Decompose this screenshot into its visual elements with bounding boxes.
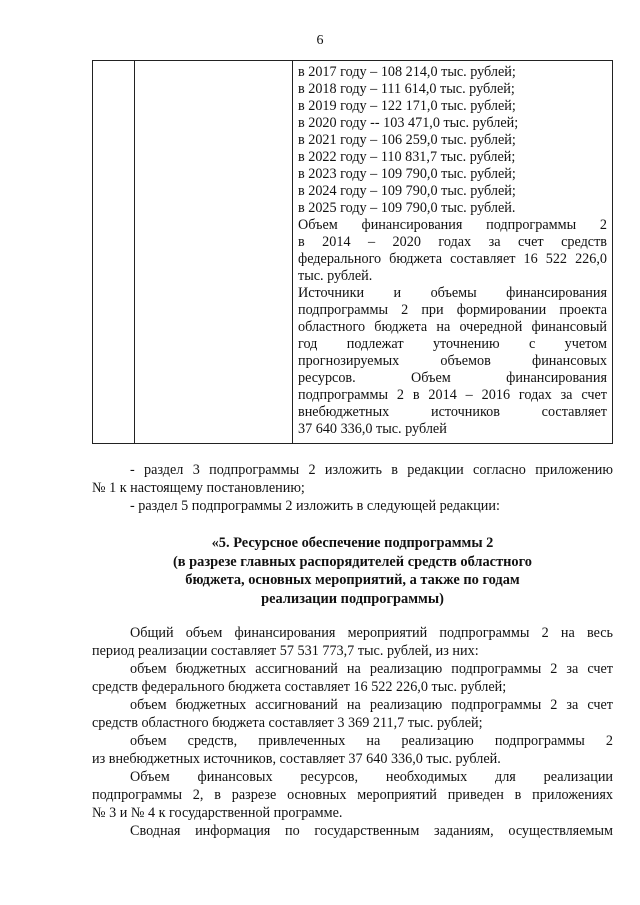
federal-paragraph-line1: объем бюджетных ассигнований на реализацию подпрограммы 2 за счет	[130, 661, 613, 677]
sources-text-line: прогнозируемых объемов финансовых	[298, 353, 607, 369]
sources-text-line: год подлежат уточнению с учетом	[298, 336, 607, 352]
federal-paragraph-line2: средств федерального бюджета составляет 16 522 226,0 тыс. рублей;	[92, 679, 507, 695]
year-line: в 2021 году – 106 259,0 тыс. рублей;	[298, 132, 516, 148]
page-number: 6	[316, 33, 324, 48]
financing-table	[92, 60, 613, 444]
regional-paragraph-line1: объем бюджетных ассигнований на реализацию подпрограммы 2 за счет	[130, 697, 613, 713]
sources-text-line: подпрограммы 2 в 2014 – 2016 годах за счет	[298, 387, 607, 403]
year-line: в 2022 году – 110 831,7 тыс. рублей;	[298, 149, 516, 165]
sources-text-line: внебюджетных источников составляет	[298, 404, 607, 420]
amendment-section5: - раздел 5 подпрограммы 2 изложить в следующей редакции:	[130, 498, 500, 514]
amendment-section3-line1: - раздел 3 подпрограммы 2 изложить в редакции согласно приложению	[130, 462, 613, 478]
amendment-section3-line2: № 1 к настоящему постановлению;	[92, 480, 305, 496]
sources-text-line: областного бюджета на очередной финансовый	[298, 319, 607, 335]
total-paragraph-line2: период реализации составляет 57 531 773,7 тыс. рублей, из них:	[92, 643, 479, 659]
federal-text-line: тыс. рублей.	[298, 268, 373, 284]
heading-line: реализации подпрограммы)	[261, 590, 444, 607]
year-line: в 2020 году -- 103 471,0 тыс. рублей;	[298, 115, 519, 131]
heading-line: (в разрезе главных распорядителей средств областного	[172, 553, 532, 570]
year-line: в 2019 году – 122 171,0 тыс. рублей;	[298, 98, 516, 114]
table-column-divider-1	[134, 61, 135, 443]
year-line: в 2024 году – 109 790,0 тыс. рублей;	[298, 183, 516, 199]
extrabudget-paragraph-line1: объем средств, привлеченных на реализацию подпрограммы 2	[130, 733, 613, 749]
resources-paragraph-line2: подпрограммы 2, в разрезе основных мероприятий приведен в приложениях	[92, 787, 613, 803]
heading-line: бюджета, основных мероприятий, а также по годам	[185, 572, 520, 588]
sources-text-line: Источники и объемы финансирования	[298, 285, 607, 301]
sources-text-line: ресурсов. Объем финансирования	[298, 370, 607, 386]
year-line: в 2025 году – 109 790,0 тыс. рублей.	[298, 200, 516, 216]
sources-text-line: подпрограммы 2 при формировании проекта	[298, 302, 607, 318]
section-body	[92, 624, 613, 840]
amendments	[92, 461, 613, 515]
year-line: в 2023 году – 109 790,0 тыс. рублей;	[298, 166, 516, 182]
resources-paragraph-line1: Объем финансовых ресурсов, необходимых для реализации	[130, 769, 613, 785]
sources-text-line: 37 640 336,0 тыс. рублей	[298, 421, 447, 437]
federal-text-line: федерального бюджета составляет 16 522 226,0	[298, 251, 607, 267]
year-line: в 2017 году – 108 214,0 тыс. рублей;	[298, 64, 516, 80]
table-cell-financing	[298, 64, 607, 438]
regional-paragraph-line2: средств областного бюджета составляет 3 369 211,7 тыс. рублей;	[92, 715, 483, 731]
heading-line: «5. Ресурсное обеспечение подпрограммы 2	[211, 535, 494, 551]
resources-paragraph-line3: № 3 и № 4 к государственной программе.	[92, 805, 343, 821]
extrabudget-paragraph-line2: из внебюджетных источников, составляет 37 640 336,0 тыс. рублей.	[92, 751, 501, 767]
total-paragraph-line1: Общий объем финансирования мероприятий подпрограммы 2 на весь	[130, 625, 613, 641]
federal-text-line: в 2014 – 2020 годах за счет средств	[298, 234, 607, 250]
table-column-divider-2	[292, 61, 293, 443]
section-heading	[92, 534, 613, 608]
federal-text-line: Объем финансирования подпрограммы 2	[298, 217, 607, 233]
year-line: в 2018 году – 111 614,0 тыс. рублей;	[298, 81, 515, 97]
summary-paragraph-line1: Сводная информация по государственным заданиям, осуществляемым	[130, 823, 613, 839]
